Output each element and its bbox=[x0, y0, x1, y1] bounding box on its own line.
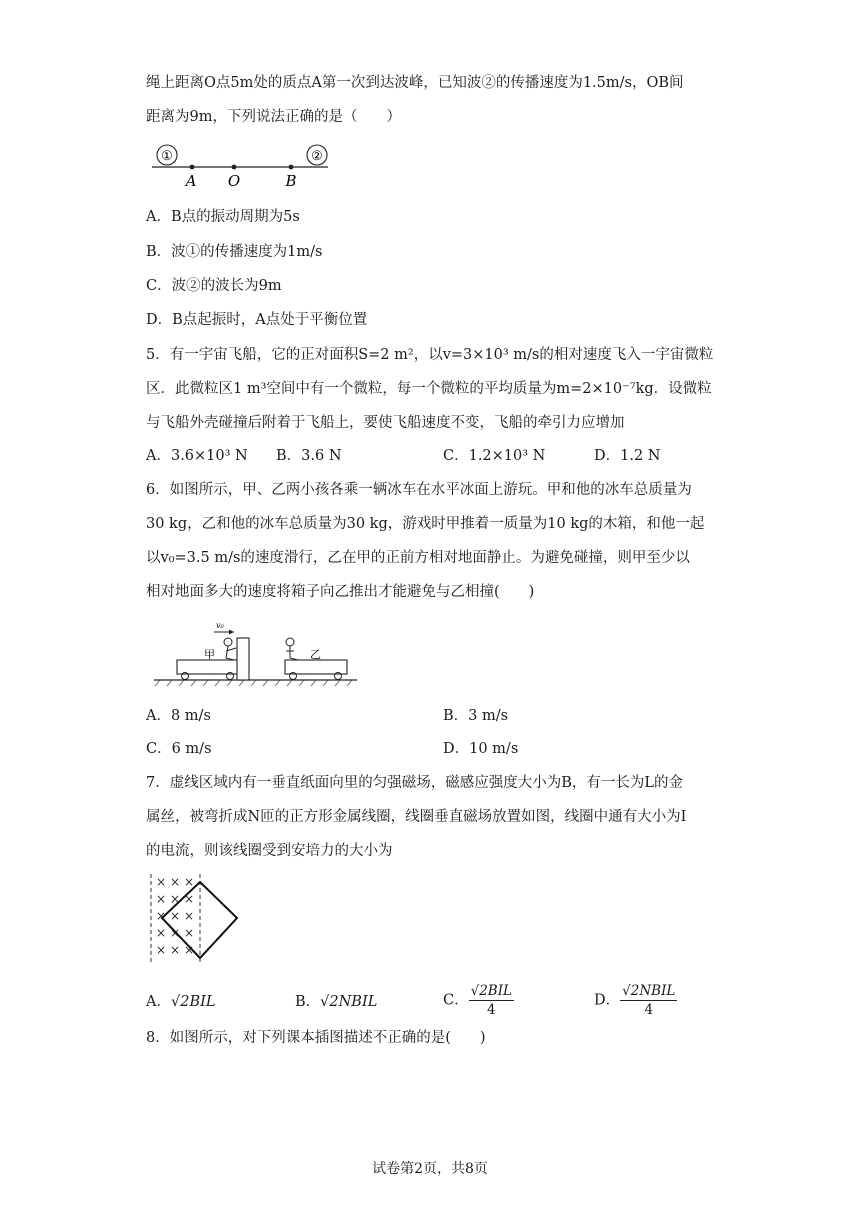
svg-text:×: × bbox=[170, 875, 181, 889]
q6-line-4: 相对地面多大的速度将箱子向乙推出才能避免与乙相撞( ) bbox=[146, 584, 535, 600]
svg-text:×: × bbox=[156, 892, 167, 906]
q7-option-a bbox=[146, 992, 215, 1012]
q7-option-a-expr: √2BIL bbox=[170, 994, 216, 1010]
point-o-label: O bbox=[227, 172, 241, 190]
wave1-label: ① bbox=[161, 149, 173, 164]
ice-cart-figure bbox=[152, 618, 362, 690]
q6-line-1: 6．如图所示，甲、乙两小孩各乘一辆冰车在水平冰面上游玩。甲和他的冰车总质量为 bbox=[146, 482, 692, 498]
q7-option-b bbox=[295, 992, 377, 1012]
q7-option-b-label: B． bbox=[295, 994, 321, 1010]
yi-child-head bbox=[286, 638, 294, 646]
yi-child-body bbox=[286, 646, 298, 660]
yi-cart-body bbox=[285, 660, 347, 674]
q5-option-c: C．1.2×10³ N bbox=[443, 448, 546, 464]
q4-line-2: 距离为9m，下列说法正确的是（ ） bbox=[146, 109, 401, 125]
q8-line-1: 8．如图所示，对下列课本插图描述不正确的是( ) bbox=[146, 1030, 486, 1046]
wave2-label: ② bbox=[311, 149, 323, 164]
magnetic-field-figure bbox=[145, 870, 245, 965]
q7-option-d-label: D． bbox=[594, 992, 621, 1009]
q4-option-d: D．B点起振时，A点处于平衡位置 bbox=[146, 312, 368, 328]
svg-text:×: × bbox=[170, 892, 181, 906]
point-b-label: B bbox=[285, 172, 297, 190]
q7-option-d-denominator: 4 bbox=[644, 1002, 654, 1018]
q6-option-b: B．3 m/s bbox=[443, 708, 509, 724]
svg-text:×: × bbox=[184, 892, 195, 906]
svg-text:×: × bbox=[170, 909, 181, 923]
ground-hatching bbox=[155, 680, 352, 686]
jia-child-head bbox=[224, 638, 232, 646]
q5-option-d: D．1.2 N bbox=[594, 448, 661, 464]
q7-option-c-denominator: 4 bbox=[487, 1002, 496, 1018]
q5-line-3: 与飞船外壳碰撞后附着于飞船上，要使飞船速度不变，飞船的牵引力应增加 bbox=[146, 415, 625, 431]
q4-option-a: A．B点的振动周期为5s bbox=[146, 209, 300, 225]
velocity-arrow-head bbox=[229, 630, 234, 635]
svg-text:×: × bbox=[170, 926, 181, 940]
wooden-box bbox=[237, 638, 249, 680]
q7-option-b-expr: √2NBIL bbox=[320, 994, 378, 1010]
point-a-label: A bbox=[185, 172, 197, 190]
q7-option-a-label: A． bbox=[146, 994, 171, 1010]
svg-text:×: × bbox=[184, 926, 195, 940]
q4-option-b: B．波①的传播速度为1m/s bbox=[146, 244, 323, 260]
q6-option-c: C．6 m/s bbox=[146, 741, 212, 757]
q5-option-b: B．3.6 N bbox=[276, 448, 342, 464]
q7-line-1: 7．虚线区域内有一垂直纸面向里的匀强磁场，磁感应强度大小为B，有一长为L的金 bbox=[146, 775, 684, 791]
svg-text:×: × bbox=[156, 909, 167, 923]
svg-text:×: × bbox=[184, 909, 195, 923]
q7-option-d bbox=[594, 982, 677, 1019]
q5-line-1: 5．有一宇宙飞船，它的正对面积S=2 m²，以v=3×10³ m/s的相对速度飞入一宇宙微粒 bbox=[146, 347, 714, 363]
q4-option-c: C．波②的波长为9m bbox=[146, 278, 282, 294]
svg-text:×: × bbox=[184, 875, 195, 889]
jia-cart-body bbox=[177, 660, 239, 674]
svg-text:×: × bbox=[156, 926, 167, 940]
svg-text:×: × bbox=[156, 943, 167, 957]
q7-line-2: 属丝，被弯折成N匝的正方形金属线圈，线圈垂直磁场放置如图，线圈中通有大小为I bbox=[146, 809, 687, 825]
q7-option-d-numerator: √2NBIL bbox=[622, 983, 676, 999]
q6-option-a: A．8 m/s bbox=[146, 708, 211, 724]
yi-label: 乙 bbox=[310, 648, 321, 661]
q7-option-c bbox=[443, 982, 514, 1019]
q4-line-1: 绳上距离O点5m处的质点A第一次到达波峰，已知波②的传播速度为1.5m/s，OB间 bbox=[146, 75, 684, 91]
q7-option-c-label: C． bbox=[443, 992, 469, 1009]
jia-child-body bbox=[226, 646, 236, 660]
wave-rope-figure bbox=[150, 140, 340, 190]
q6-line-2: 30 kg，乙和他的冰车总质量为30 kg，游戏时甲推着一质量为10 kg的木箱，和他一起 bbox=[146, 516, 705, 532]
svg-text:×: × bbox=[170, 943, 181, 957]
point-o-dot bbox=[232, 165, 237, 170]
q6-line-3: 以v₀=3.5 m/s的速度滑行，乙在甲的正前方相对地面静止。为避免碰撞，则甲至少以 bbox=[146, 550, 690, 566]
q5-option-a: A．3.6×10³ N bbox=[146, 448, 248, 464]
svg-text:×: × bbox=[184, 943, 195, 957]
point-b-dot bbox=[289, 165, 294, 170]
page-footer: 试卷第2页，共8页 bbox=[372, 1161, 488, 1177]
q7-option-c-fraction bbox=[469, 982, 514, 1019]
point-a-dot bbox=[190, 165, 195, 170]
q7-option-c-numerator: √2BIL bbox=[470, 983, 513, 999]
svg-text:×: × bbox=[156, 875, 167, 889]
q6-option-d: D．10 m/s bbox=[443, 741, 519, 757]
v0-label: v₀ bbox=[216, 621, 224, 630]
q7-line-3: 的电流，则该线圈受到安培力的大小为 bbox=[146, 843, 393, 859]
q7-option-d-fraction bbox=[620, 982, 677, 1019]
q5-line-2: 区．此微粒区1 m³空间中有一个微粒，每一个微粒的平均质量为m=2×10⁻⁷kg．设微粒 bbox=[146, 381, 712, 397]
jia-label: 甲 bbox=[204, 648, 215, 661]
